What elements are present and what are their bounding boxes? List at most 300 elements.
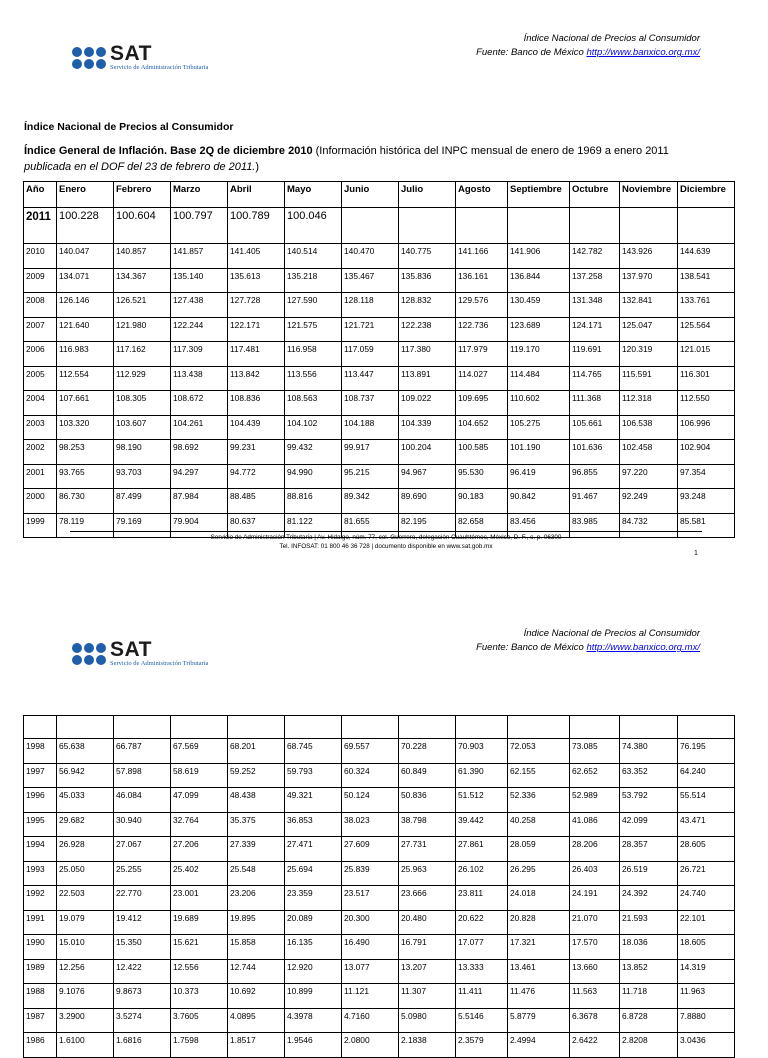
table-cell: 95.215 [342,464,399,489]
table-row [24,837,735,862]
header-source [476,46,700,60]
footer-address: Servicio de Administración Tributaria | Av. Hidalgo, núm. 77, col. Guerrero, delegación Cuauhtémoc, México, D. F., c. p. 06300 [210,534,562,541]
table-cell: 100.797 [171,208,228,244]
table-cell: 140.514 [285,244,342,269]
table-cell: 124.171 [570,317,620,342]
table-row [24,959,735,984]
table-cell: 87.984 [171,489,228,514]
table-cell: 81.655 [342,513,399,538]
table-cell: 100.204 [399,440,456,465]
table-cell: 82.658 [456,513,508,538]
table-cell: 25.963 [399,861,456,886]
table-cell: 25.839 [342,861,399,886]
table-cell: 32.764 [171,812,228,837]
table-cell: 141.906 [508,244,570,269]
table-cell: 20.089 [285,910,342,935]
table-cell: 15.010 [57,935,114,960]
table-row [24,366,735,391]
table-cell: 115.591 [620,366,678,391]
table-cell: 49.321 [285,788,342,813]
table-cell: 19.689 [171,910,228,935]
year-cell: 2004 [24,391,57,416]
table-cell: 138.541 [678,268,735,293]
table-cell: 1.7598 [171,1033,228,1058]
table-cell: 45.033 [57,788,114,813]
table-cell: 61.390 [456,763,508,788]
table-cell: 57.898 [114,763,171,788]
table-cell: 79.904 [171,513,228,538]
table-cell: 23.206 [228,886,285,911]
table-cell: 2.1838 [399,1033,456,1058]
logo-subtitle: Servicio de Administración Tributaria [110,64,209,71]
table-cell: 83.456 [508,513,570,538]
table-cell: 134.367 [114,268,171,293]
table-cell: 137.970 [620,268,678,293]
table-cell: 103.320 [57,415,114,440]
table-cell: 104.102 [285,415,342,440]
table-cell: 141.405 [228,244,285,269]
table-cell: 89.342 [342,489,399,514]
table-cell: 104.439 [228,415,285,440]
column-header-ano: Año [24,182,57,208]
year-cell: 1993 [24,861,57,886]
column-header-octubre: Octubre [570,182,620,208]
table-cell [342,716,399,739]
year-cell: 2001 [24,464,57,489]
table-cell: 93.765 [57,464,114,489]
header-title: Índice Nacional de Precios al Consumidor [523,33,700,44]
table-cell: 112.554 [57,366,114,391]
table-row [24,208,735,244]
table-cell: 11.121 [342,984,399,1009]
logo-name: SAT [110,42,152,65]
sat-logo [72,640,208,668]
table-cell: 21.070 [570,910,620,935]
table-cell: 88.816 [285,489,342,514]
table-cell: 1.8517 [228,1033,285,1058]
table-cell: 78.119 [57,513,114,538]
year-cell: 1996 [24,788,57,813]
table-cell: 9.1076 [57,984,114,1009]
table-cell: 20.828 [508,910,570,935]
table-cell: 10.692 [228,984,285,1009]
table-cell: 56.942 [57,763,114,788]
table-cell: 23.001 [171,886,228,911]
year-cell: 1998 [24,739,57,764]
table-cell: 104.652 [456,415,508,440]
table-cell [342,208,399,244]
table-cell: 96.419 [508,464,570,489]
table-cell: 19.412 [114,910,171,935]
table-cell: 1.9546 [285,1033,342,1058]
table-cell: 123.689 [508,317,570,342]
year-cell: 1990 [24,935,57,960]
table-cell: 15.621 [171,935,228,960]
table-cell: 113.891 [399,366,456,391]
table-cell [285,716,342,739]
year-cell: 2006 [24,342,57,367]
table-cell: 100.604 [114,208,171,244]
table-cell: 20.480 [399,910,456,935]
column-header-julio: Julio [399,182,456,208]
table-cell: 140.857 [114,244,171,269]
table-cell: 91.467 [570,489,620,514]
banxico-link[interactable]: http://www.banxico.org.mx/ [586,642,700,653]
table-cell: 3.5274 [114,1008,171,1033]
inpc-table-page-2 [23,715,735,1058]
table-cell: 100.046 [285,208,342,244]
table-header-row-empty [24,716,735,739]
table-row [24,910,735,935]
table-cell: 108.563 [285,391,342,416]
table-cell: 27.731 [399,837,456,862]
table-row [24,1033,735,1058]
year-cell: 1989 [24,959,57,984]
table-cell: 23.666 [399,886,456,911]
table-cell: 26.403 [570,861,620,886]
table-cell: 141.857 [171,244,228,269]
document-subtitle [24,143,714,175]
table-row [24,464,735,489]
table-cell: 114.027 [456,366,508,391]
table-cell: 94.772 [228,464,285,489]
table-cell: 143.926 [620,244,678,269]
table-cell [456,208,508,244]
table-cell: 35.375 [228,812,285,837]
table-cell: 22.101 [678,910,735,935]
table-cell: 4.7160 [342,1008,399,1033]
table-cell: 72.053 [508,739,570,764]
table-cell: 16.791 [399,935,456,960]
year-cell: 1991 [24,910,57,935]
year-cell: 2003 [24,415,57,440]
table-cell: 26.102 [456,861,508,886]
table-cell: 122.238 [399,317,456,342]
table-cell: 16.490 [342,935,399,960]
table-cell: 99.432 [285,440,342,465]
table-cell: 99.917 [342,440,399,465]
table-cell: 125.564 [678,317,735,342]
table-cell: 22.503 [57,886,114,911]
table-cell: 68.201 [228,739,285,764]
table-cell: 23.517 [342,886,399,911]
table-cell: 26.295 [508,861,570,886]
table-cell: 20.300 [342,910,399,935]
table-cell: 6.8728 [620,1008,678,1033]
table-cell: 104.188 [342,415,399,440]
table-cell: 41.086 [570,812,620,837]
table-cell: 127.438 [171,293,228,318]
table-cell: 128.118 [342,293,399,318]
table-cell: 2.0800 [342,1033,399,1058]
table-cell: 25.050 [57,861,114,886]
table-cell: 60.849 [399,763,456,788]
table-cell: 13.852 [620,959,678,984]
table-cell: 84.732 [620,513,678,538]
table-cell: 108.672 [171,391,228,416]
table-cell: 30.940 [114,812,171,837]
column-header-septiembre: Septiembre [508,182,570,208]
column-header-marzo: Marzo [171,182,228,208]
table-cell [678,208,735,244]
table-cell: 106.996 [678,415,735,440]
table-cell: 140.047 [57,244,114,269]
table-cell: 87.499 [114,489,171,514]
table-cell [114,716,171,739]
table-cell: 81.122 [285,513,342,538]
table-cell: 102.904 [678,440,735,465]
table-cell: 25.694 [285,861,342,886]
table-cell: 136.161 [456,268,508,293]
header-source-prefix: Fuente: Banco de México [476,47,587,58]
year-cell: 2008 [24,293,57,318]
table-cell [456,716,508,739]
table-cell: 53.792 [620,788,678,813]
header-source [476,641,700,655]
table-cell: 62.155 [508,763,570,788]
table-cell: 3.0436 [678,1033,735,1058]
table-header-row [24,182,735,208]
table-cell: 50.124 [342,788,399,813]
table-row [24,861,735,886]
table-cell: 28.059 [508,837,570,862]
table-cell: 135.140 [171,268,228,293]
table-cell: 101.636 [570,440,620,465]
table-cell: 29.682 [57,812,114,837]
table-cell: 69.557 [342,739,399,764]
table-cell: 73.085 [570,739,620,764]
header-title: Índice Nacional de Precios al Consumidor [523,628,700,639]
table-row [24,268,735,293]
table-cell: 112.550 [678,391,735,416]
table-cell: 2.3579 [456,1033,508,1058]
table-cell: 13.660 [570,959,620,984]
table-cell [171,716,228,739]
table-cell: 117.380 [399,342,456,367]
table-cell: 122.171 [228,317,285,342]
table-row [24,293,735,318]
table-cell: 93.703 [114,464,171,489]
table-row [24,886,735,911]
table-cell: 14.319 [678,959,735,984]
table-row [24,935,735,960]
table-cell: 59.793 [285,763,342,788]
table-cell: 140.470 [342,244,399,269]
table-row [24,788,735,813]
table-cell: 5.8779 [508,1008,570,1033]
table-cell: 111.368 [570,391,620,416]
column-header-agosto: Agosto [456,182,508,208]
table-cell: 116.301 [678,366,735,391]
page-number: 1 [694,550,698,557]
table-cell: 19.079 [57,910,114,935]
table-cell: 102.458 [620,440,678,465]
table-cell: 120.319 [620,342,678,367]
table-cell: 12.422 [114,959,171,984]
table-cell: 90.842 [508,489,570,514]
table-cell: 94.297 [171,464,228,489]
table-cell: 122.736 [456,317,508,342]
table-cell: 62.652 [570,763,620,788]
table-cell: 112.318 [620,391,678,416]
table-cell: 17.077 [456,935,508,960]
table-cell: 112.929 [114,366,171,391]
table-cell: 127.590 [285,293,342,318]
table-cell: 27.339 [228,837,285,862]
subtitle-end: ) [255,161,260,173]
table-cell: 141.166 [456,244,508,269]
table-row [24,244,735,269]
subtitle-bold: Índice General de Inflación. Base 2Q de diciembre 2010 [24,145,313,157]
table-cell: 26.721 [678,861,735,886]
table-cell: 47.099 [171,788,228,813]
page-header [476,32,700,60]
table-row [24,763,735,788]
year-cell: 2009 [24,268,57,293]
table-cell: 11.718 [620,984,678,1009]
table-cell: 128.832 [399,293,456,318]
subtitle-normal: (Información histórica del INPC mensual de enero de 1969 a enero 2011 [312,145,669,157]
year-cell: 1992 [24,886,57,911]
table-cell: 142.782 [570,244,620,269]
column-header-junio: Junio [342,182,399,208]
table-cell: 13.077 [342,959,399,984]
table-cell: 85.581 [678,513,735,538]
table-cell: 10.899 [285,984,342,1009]
header-source-prefix: Fuente: Banco de México [476,642,587,653]
table-cell: 126.521 [114,293,171,318]
table-cell: 1.6816 [114,1033,171,1058]
footer-divider [70,531,702,532]
table-cell: 134.071 [57,268,114,293]
year-cell: 1987 [24,1008,57,1033]
table-cell: 10.373 [171,984,228,1009]
table-cell: 36.853 [285,812,342,837]
table-cell: 137.258 [570,268,620,293]
table-cell: 15.350 [114,935,171,960]
table-cell: 28.605 [678,837,735,862]
table-cell: 121.640 [57,317,114,342]
table-cell: 125.047 [620,317,678,342]
year-cell: 2011 [24,208,57,244]
table-cell: 25.548 [228,861,285,886]
table-cell: 2.4994 [508,1033,570,1058]
table-cell: 92.249 [620,489,678,514]
table-cell: 105.275 [508,415,570,440]
table-cell: 24.191 [570,886,620,911]
table-cell: 95.530 [456,464,508,489]
table-cell [24,716,57,739]
table-cell: 46.084 [114,788,171,813]
table-cell: 109.695 [456,391,508,416]
table-row [24,440,735,465]
table-cell: 11.307 [399,984,456,1009]
subtitle-italic: publicada en el DOF del 23 de febrero de 2011. [24,161,256,173]
table-cell: 116.958 [285,342,342,367]
table-cell: 5.5146 [456,1008,508,1033]
table-cell: 27.609 [342,837,399,862]
table-cell [57,716,114,739]
table-row [24,812,735,837]
document-page-2 [0,580,768,1045]
table-cell: 4.3978 [285,1008,342,1033]
table-cell: 27.206 [171,837,228,862]
table-cell: 38.798 [399,812,456,837]
table-cell: 117.481 [228,342,285,367]
table-cell: 117.162 [114,342,171,367]
table-cell: 64.240 [678,763,735,788]
table-cell: 11.476 [508,984,570,1009]
table-cell: 135.613 [228,268,285,293]
table-cell: 83.985 [570,513,620,538]
table-cell: 17.321 [508,935,570,960]
table-cell: 110.602 [508,391,570,416]
banxico-link[interactable]: http://www.banxico.org.mx/ [586,47,700,58]
table-cell: 18.036 [620,935,678,960]
table-cell: 121.980 [114,317,171,342]
table-cell: 119.170 [508,342,570,367]
year-cell: 1988 [24,984,57,1009]
table-cell [508,716,570,739]
table-cell: 113.438 [171,366,228,391]
year-cell: 1994 [24,837,57,862]
year-cell: 1995 [24,812,57,837]
table-cell: 101.190 [508,440,570,465]
table-cell [399,716,456,739]
sat-logo-dots-icon [72,643,106,665]
table-cell: 12.556 [171,959,228,984]
table-cell: 98.190 [114,440,171,465]
table-cell: 13.333 [456,959,508,984]
document-title: Índice Nacional de Precios al Consumidor [24,121,234,133]
table-cell: 12.256 [57,959,114,984]
table-cell: 105.661 [570,415,620,440]
table-cell: 51.512 [456,788,508,813]
table-cell: 98.253 [57,440,114,465]
table-cell: 1.6100 [57,1033,114,1058]
table-cell: 2.8208 [620,1033,678,1058]
table-cell: 21.593 [620,910,678,935]
column-header-enero: Enero [57,182,114,208]
table-cell: 99.231 [228,440,285,465]
year-cell: 1997 [24,763,57,788]
table-cell: 27.861 [456,837,508,862]
sat-logo [72,44,208,72]
table-cell: 20.622 [456,910,508,935]
table-cell: 55.514 [678,788,735,813]
table-cell: 100.585 [456,440,508,465]
table-cell [228,716,285,739]
table-cell: 107.661 [57,391,114,416]
column-header-mayo: Mayo [285,182,342,208]
table-cell: 16.135 [285,935,342,960]
table-cell: 82.195 [399,513,456,538]
table-cell: 7.8880 [678,1008,735,1033]
table-cell [678,716,735,739]
logo-name: SAT [110,638,152,661]
table-cell: 94.967 [399,464,456,489]
page-footer [70,533,702,551]
year-cell: 2007 [24,317,57,342]
table-cell: 4.0895 [228,1008,285,1033]
table-cell: 98.692 [171,440,228,465]
table-cell: 89.690 [399,489,456,514]
table-cell: 121.721 [342,317,399,342]
table-cell: 126.146 [57,293,114,318]
table-cell: 3.2900 [57,1008,114,1033]
table-cell: 25.255 [114,861,171,886]
table-row [24,415,735,440]
